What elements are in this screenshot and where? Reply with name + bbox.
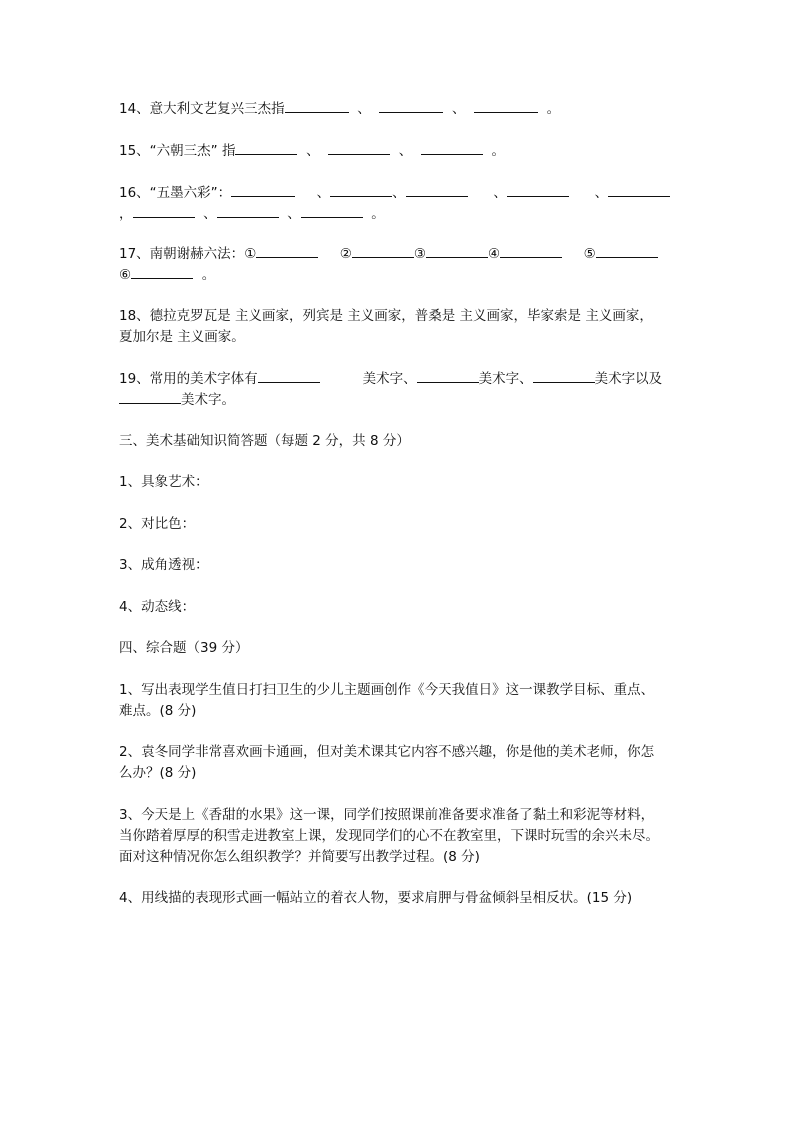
question-17-line-2: ⑥ 。 <box>119 267 216 283</box>
section-4-q1-line-2: 难点。(8 分) <box>119 703 197 719</box>
section-4-q2-line-1: 2、袁冬同学非常喜欢画卡通画，但对美术课其它内容不感兴趣，你是他的美术老师，你怎 <box>119 744 655 760</box>
answer-blank[interactable] <box>379 100 443 113</box>
section-4-q2-line-2: 么办？(8 分) <box>119 765 197 781</box>
section-3-item-2: 2、对比色： <box>119 516 196 532</box>
answer-blank[interactable] <box>301 205 363 218</box>
answer-blank[interactable] <box>217 205 279 218</box>
question-18-line-2: 夏加尔是 主义画家。 <box>119 329 245 345</box>
answer-blank[interactable] <box>500 245 562 258</box>
question-18-line-1: 18、德拉克罗瓦是 主义画家，列宾是 主义画家，普桑是 主义画家，毕家索是 主义画家， <box>119 308 653 324</box>
answer-blank[interactable] <box>533 370 595 383</box>
answer-blank[interactable] <box>406 184 468 197</box>
question-16-line-2: ， 、 、 。 <box>119 206 385 222</box>
section-4-q1-line-1: 1、写出表现学生值日打扫卫生的少儿主题画创作《今天我值日》这一课教学目标、重点、 <box>119 682 655 698</box>
section-4-q3-line-1: 3、今天是上《香甜的水果》这一课，同学们按照课前准备要求准备了黏土和彩泥等材料， <box>119 807 655 823</box>
section-4-q3-line-2: 当你踏着厚厚的积雪走进教室上课，发现同学们的心不在教室里，下课时玩雪的余兴未尽。 <box>119 828 659 844</box>
question-17-line-1: 17、南朝谢赫六法：① ② ③ ④ ⑤ <box>119 245 658 262</box>
answer-blank[interactable] <box>231 184 295 197</box>
answer-blank[interactable] <box>256 245 318 258</box>
section-4-q3-line-3: 面对这种情况你怎么组织教学？并简要写出教学过程。(8 分) <box>119 849 480 865</box>
answer-blank[interactable] <box>426 245 488 258</box>
section-3-item-3: 3、成角透视： <box>119 557 209 573</box>
answer-blank[interactable] <box>352 245 414 258</box>
answer-blank[interactable] <box>133 205 195 218</box>
answer-blank[interactable] <box>131 266 193 279</box>
answer-blank[interactable] <box>328 142 390 155</box>
question-16-line-1: 16、“五墨六彩”： 、 、 、 、 <box>119 184 670 201</box>
answer-blank[interactable] <box>474 100 538 113</box>
question-19-line-2: 美术字。 <box>119 391 235 408</box>
answer-blank[interactable] <box>507 184 569 197</box>
answer-blank[interactable] <box>596 245 658 258</box>
answer-blank[interactable] <box>285 100 349 113</box>
answer-blank[interactable] <box>417 370 479 383</box>
section-4-q4: 4、用线描的表现形式画一幅站立的着衣人物，要求肩胛与骨盆倾斜呈相反状。(15 分) <box>119 890 633 906</box>
question-15: 15、“六朝三杰” 指 、 、 。 <box>119 143 505 159</box>
answer-blank[interactable] <box>608 184 670 197</box>
answer-blank[interactable] <box>421 142 483 155</box>
question-19-line-1: 19、常用的美术字体有 美术字、 美术字、 美术字以及 <box>119 371 663 387</box>
section-4-title: 四、综合题（39 分） <box>119 640 249 656</box>
section-3-title: 三、美术基础知识简答题（每题 2 分，共 8 分） <box>119 433 410 449</box>
section-3-item-4: 4、动态线： <box>119 599 196 615</box>
answer-blank[interactable] <box>235 142 297 155</box>
answer-blank[interactable] <box>258 370 320 383</box>
question-14: 14、意大利文艺复兴三杰指 、 、 。 <box>119 101 561 117</box>
answer-blank[interactable] <box>119 391 181 404</box>
answer-blank[interactable] <box>330 184 392 197</box>
section-3-item-1: 1、具象艺术： <box>119 474 209 490</box>
